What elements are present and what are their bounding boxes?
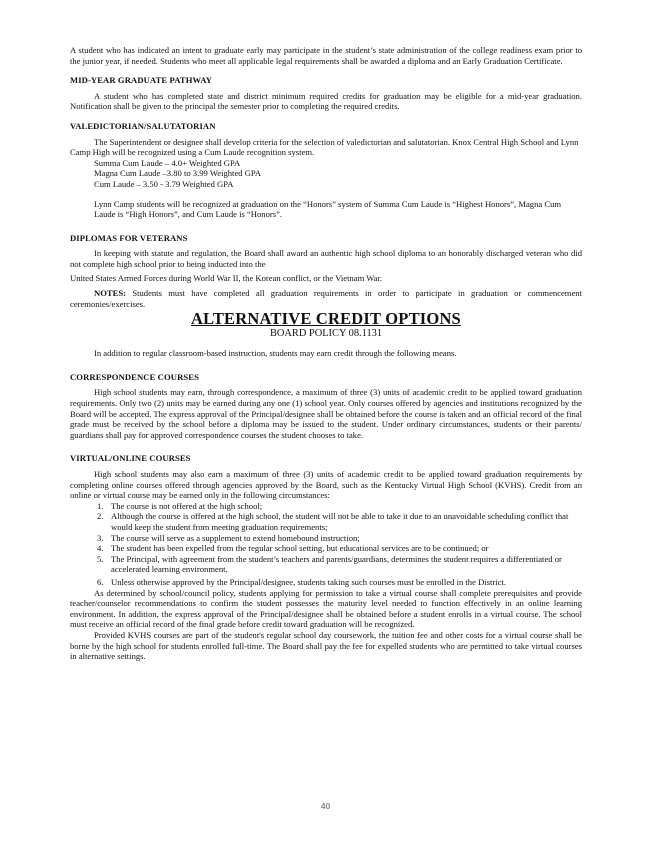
- board-policy: BOARD POLICY 08.1131: [269, 328, 383, 340]
- virtual-para-3: Provided KVHS courses are part of the student's regular school day coursework, the tuition fee and other costs for a virtual course shall be borne by the high school for students enrolled full-time. The Board shall pay the fee for expelled students who are permitted to take virtual courses in alternative settings.: [70, 629, 582, 662]
- gpa-summa: Summa Cum Laude – 4.0+ Weighted GPA: [94, 157, 241, 168]
- gpa-magna: Magna Cum Laude –3.80 to 3.99 Weighted GPA: [94, 168, 262, 179]
- list-item: 6. Unless otherwise approved by the Principal/designee, students taking such courses must be enrolled in the District.: [97, 576, 506, 587]
- list-item: 1. The course is not offered at the high school;: [97, 500, 263, 511]
- correspondence-heading: CORRESPONDENCE COURSES: [70, 371, 199, 382]
- notes-text: Students must have completed all graduation requirements in order to participate in graduation or commencement ceremonies/exercises.: [70, 288, 582, 309]
- correspondence-text: High school students may earn, through correspondence, a maximum of three (3) units of academic credit to be applied toward graduation requirements. Only two (2) units may be earned during any one (1) school year. Only courses offered by agencies and institutions recognized by the Board will be accepted. The express approval of the Principal/designee shall be obtained before the course is taken and an official record of the final grade must be received by the school before a diploma may be issued to the student. Under ordinary circumstances, students or their parents/ guardians shall pay for approved correspondence courses the student chooses to take.: [70, 387, 582, 440]
- valedictorian-text: The Superintendent or designee shall develop criteria for the selection of valedictorian and salutatorian. Knox Central High School and Lynn Camp High will be recognized using a Cum Laude recognition system.: [70, 136, 579, 158]
- veterans-text-2: United States Armed Forces during World War II, the Korean conflict, or the Vietnam War.: [70, 272, 383, 283]
- lynn-camp-text: Lynn Camp students will be recognized at graduation on the “Honors” system of Summa Cum Laude is “Highest Honors”, Magna Cum Laude is “High Honors”, and Cum Laude is “Honors”.: [94, 198, 562, 220]
- intro-paragraph: A student who has indicated an intent to graduate early may participate in the student’s state administration of the college readiness exam prior to the junior year, if needed. Students who meet all applicable legal requirements shall be awarded a diploma and an Early Graduation Certificate.: [70, 45, 582, 66]
- alternative-credit-title: ALTERNATIVE CREDIT OPTIONS: [191, 309, 461, 329]
- veterans-text: In keeping with statute and regulation, the Board shall award an authentic high school diploma to an honorably discharged veteran who did not complete high school prior to being inducted into the: [70, 248, 582, 269]
- mid-year-text: A student who has completed state and district minimum required credits for graduation may be eligible for a mid-year graduation. Notification shall be given to the principal the semester prior to completing the required credits.: [70, 90, 582, 112]
- virtual-para-2: As determined by school/council policy, students applying for permission to take a virtual course shall complete prerequisites and provide teacher/counselor recommendations to confirm the student possesses the maturity level needed to function effectively in an online learning environment. In addition, the express approval of the Principal/designee shall be obtained before a student enrolls in a virtual course. The school must receive an official record of the final grade before credit toward graduation will be recognized.: [70, 587, 582, 630]
- mid-year-heading: MID-YEAR GRADUATE PATHWAY: [70, 75, 213, 86]
- notes-paragraph: [70, 288, 582, 309]
- list-item: 3. The course will serve as a supplement to extend homebound instruction;: [97, 532, 360, 543]
- alternative-intro: In addition to regular classroom-based instruction, students may earn credit through the following means.: [94, 348, 457, 359]
- list-item: 2. Although the course is offered at the high school, the student will not be able to take it due to an unavoidable scheduling conflict that would keep the student from meeting graduation requirements;: [97, 511, 569, 532]
- gpa-cum: Cum Laude – 3.50 - 3.79 Weighted GPA: [94, 178, 234, 189]
- gpa-list: [70, 158, 582, 190]
- valedictorian-heading: VALEDICTORIAN/SALUTATORIAN: [70, 120, 216, 131]
- notes-label: NOTES:: [94, 288, 126, 299]
- virtual-text: High school students may also earn a maximum of three (3) units of academic credit to be applied toward graduation requirements by completing online courses offered through agencies approved by the Board, such as the Kentucky Virtual High School (KVHS). Credit from an online or virtual course may be earned only in the following circumstances:: [70, 469, 582, 501]
- page-number: 40: [320, 801, 331, 811]
- veterans-heading: DIPLOMAS FOR VETERANS: [70, 232, 188, 243]
- list-item: 4. The student has been expelled from the regular school setting, but educational services are to be continued; or: [97, 543, 489, 554]
- circumstances-list: [70, 501, 582, 588]
- virtual-heading: VIRTUAL/ONLINE COURSES: [70, 453, 191, 464]
- document-page: [70, 45, 582, 662]
- list-item: 5. The Principal, with agreement from the student’s teachers and parents/guardians, determines the student requires a differentiated or accelerated learning environment.: [97, 553, 562, 575]
